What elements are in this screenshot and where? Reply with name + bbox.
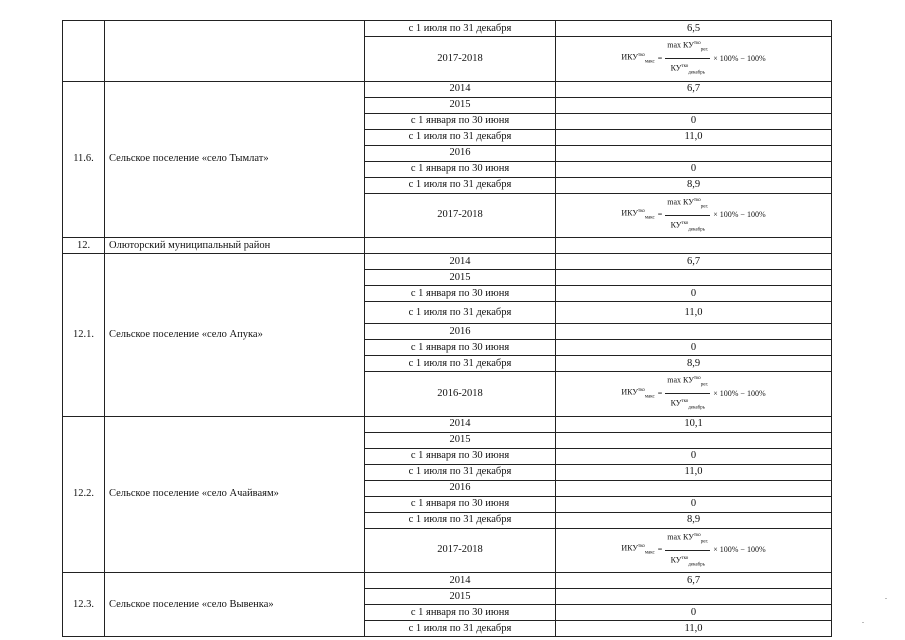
period-cell: 2016 <box>365 145 556 161</box>
period-cell: 2017-2018 <box>365 37 556 82</box>
formula <box>621 372 765 416</box>
value-cell <box>556 97 832 113</box>
formula-lhs: $ИКУ^{тко}_{макс}$ <box>621 543 655 556</box>
formula-lhs: $ИКУ^{тко}_{макс}$ <box>621 208 655 221</box>
formula-numerator: $\max КУ^{тко}_{рег.}$ <box>665 372 710 394</box>
value-cell: 8,9 <box>556 356 832 372</box>
formula-denominator: $КУ^{тко}_{декабрь}$ <box>670 555 705 567</box>
value-cell: 6,5 <box>556 21 832 37</box>
formula-numerator: $\max КУ^{тко}_{рег.}$ <box>665 194 710 216</box>
table-row <box>63 21 832 37</box>
period-cell: с 1 января по 30 июня <box>365 286 556 302</box>
value-cell: 0 <box>556 496 832 512</box>
settlement-name: Сельское поселение «село Ачайваям» <box>105 416 365 573</box>
scan-speck <box>862 622 864 623</box>
period-cell: с 1 января по 30 июня <box>365 496 556 512</box>
formula-cell <box>556 528 832 573</box>
period-cell: с 1 января по 30 июня <box>365 448 556 464</box>
value-cell: 11,0 <box>556 302 832 324</box>
value-cell: 11,0 <box>556 464 832 480</box>
period-cell: 2017-2018 <box>365 193 556 238</box>
period-cell: с 1 января по 30 июня <box>365 605 556 621</box>
section-row <box>63 238 832 254</box>
row-number: 11.6. <box>63 81 105 238</box>
formula-eq: = <box>657 53 663 63</box>
value-cell: 6,7 <box>556 254 832 270</box>
formula-fraction <box>665 37 710 81</box>
value-cell: 0 <box>556 605 832 621</box>
formula-denominator: $КУ^{тко}_{декабрь}$ <box>670 63 705 76</box>
formula-numerator: $\max КУ^{тко}_{рег.}$ <box>665 37 710 59</box>
settlement-name: Сельское поселение «село Апука» <box>105 254 365 417</box>
row-number: 12.3. <box>63 573 105 637</box>
formula-denominator: $КУ^{тко}_{декабрь}$ <box>670 398 705 411</box>
value-cell <box>556 324 832 340</box>
period-cell: с 1 января по 30 июня <box>365 113 556 129</box>
settlement-name <box>105 21 365 82</box>
period-cell: с 1 июля по 31 декабря <box>365 177 556 193</box>
value-cell: 8,9 <box>556 512 832 528</box>
period-cell: 2016 <box>365 480 556 496</box>
formula-numerator: $\max КУ^{тко}_{рег.}$ <box>665 529 710 551</box>
formula-cell <box>556 372 832 417</box>
value-cell <box>556 432 832 448</box>
formula-tail: × 100% − 100% <box>713 388 766 398</box>
period-cell: 2014 <box>365 416 556 432</box>
formula-fraction <box>665 529 710 573</box>
period-cell: с 1 июля по 31 декабря <box>365 621 556 637</box>
period-cell: 2015 <box>365 589 556 605</box>
formula-tail: × 100% − 100% <box>713 210 766 220</box>
period-cell: 2014 <box>365 81 556 97</box>
value-cell: 11,0 <box>556 621 832 637</box>
value-cell <box>556 480 832 496</box>
formula-eq: = <box>657 210 663 220</box>
formula-fraction <box>665 372 710 416</box>
tariff-table <box>62 20 832 637</box>
table-row <box>63 573 832 589</box>
value-cell: 0 <box>556 448 832 464</box>
period-cell: с 1 июля по 31 декабря <box>365 21 556 37</box>
table-row <box>63 254 832 270</box>
value-cell: 8,9 <box>556 177 832 193</box>
value-cell <box>556 145 832 161</box>
value-cell: 0 <box>556 161 832 177</box>
period-cell: 2016-2018 <box>365 372 556 417</box>
period-cell: 2017-2018 <box>365 528 556 573</box>
formula <box>621 194 765 238</box>
value-cell <box>556 589 832 605</box>
formula-denominator: $КУ^{тко}_{декабрь}$ <box>670 220 705 232</box>
formula <box>621 37 765 81</box>
table-body <box>63 21 832 637</box>
value-cell: 0 <box>556 113 832 129</box>
settlement-name: Сельское поселение «село Тымлат» <box>105 81 365 238</box>
period-cell: с 1 января по 30 июня <box>365 340 556 356</box>
period-cell: 2015 <box>365 97 556 113</box>
formula-eq: = <box>657 388 663 398</box>
period-cell: 2016 <box>365 324 556 340</box>
formula-tail: × 100% − 100% <box>713 545 766 555</box>
formula <box>621 529 765 573</box>
row-number: 12. <box>63 238 105 254</box>
table-row <box>63 81 832 97</box>
period-cell: с 1 июля по 31 декабря <box>365 512 556 528</box>
formula-tail: × 100% − 100% <box>713 53 766 63</box>
value-cell: 0 <box>556 340 832 356</box>
scan-speck <box>885 598 887 599</box>
period-cell: 2015 <box>365 432 556 448</box>
formula-cell <box>556 37 832 82</box>
formula-eq: = <box>657 545 663 555</box>
row-number <box>63 21 105 82</box>
formula-fraction <box>665 194 710 238</box>
period-cell: с 1 июля по 31 декабря <box>365 302 556 324</box>
period-cell: 2015 <box>365 270 556 286</box>
row-number: 12.2. <box>63 416 105 573</box>
value-cell: 11,0 <box>556 129 832 145</box>
value-cell: 6,7 <box>556 573 832 589</box>
settlement-name: Сельское поселение «село Вывенка» <box>105 573 365 637</box>
period-cell: с 1 июля по 31 декабря <box>365 129 556 145</box>
value-cell: 6,7 <box>556 81 832 97</box>
period-cell: 2014 <box>365 254 556 270</box>
value-cell: 10,1 <box>556 416 832 432</box>
section-title: Олюторский муниципальный район <box>105 238 365 254</box>
value-cell: 0 <box>556 286 832 302</box>
period-cell: с 1 июля по 31 декабря <box>365 464 556 480</box>
period-cell: 2014 <box>365 573 556 589</box>
empty-cell <box>556 238 832 254</box>
table-row <box>63 416 832 432</box>
period-cell: с 1 января по 30 июня <box>365 161 556 177</box>
row-number: 12.1. <box>63 254 105 417</box>
period-cell: с 1 июля по 31 декабря <box>365 356 556 372</box>
formula-cell <box>556 193 832 238</box>
formula-lhs: $ИКУ^{тко}_{макс}$ <box>621 52 655 64</box>
formula-lhs: $ИКУ^{тко}_{макс}$ <box>621 387 655 399</box>
empty-cell <box>365 238 556 254</box>
value-cell <box>556 270 832 286</box>
